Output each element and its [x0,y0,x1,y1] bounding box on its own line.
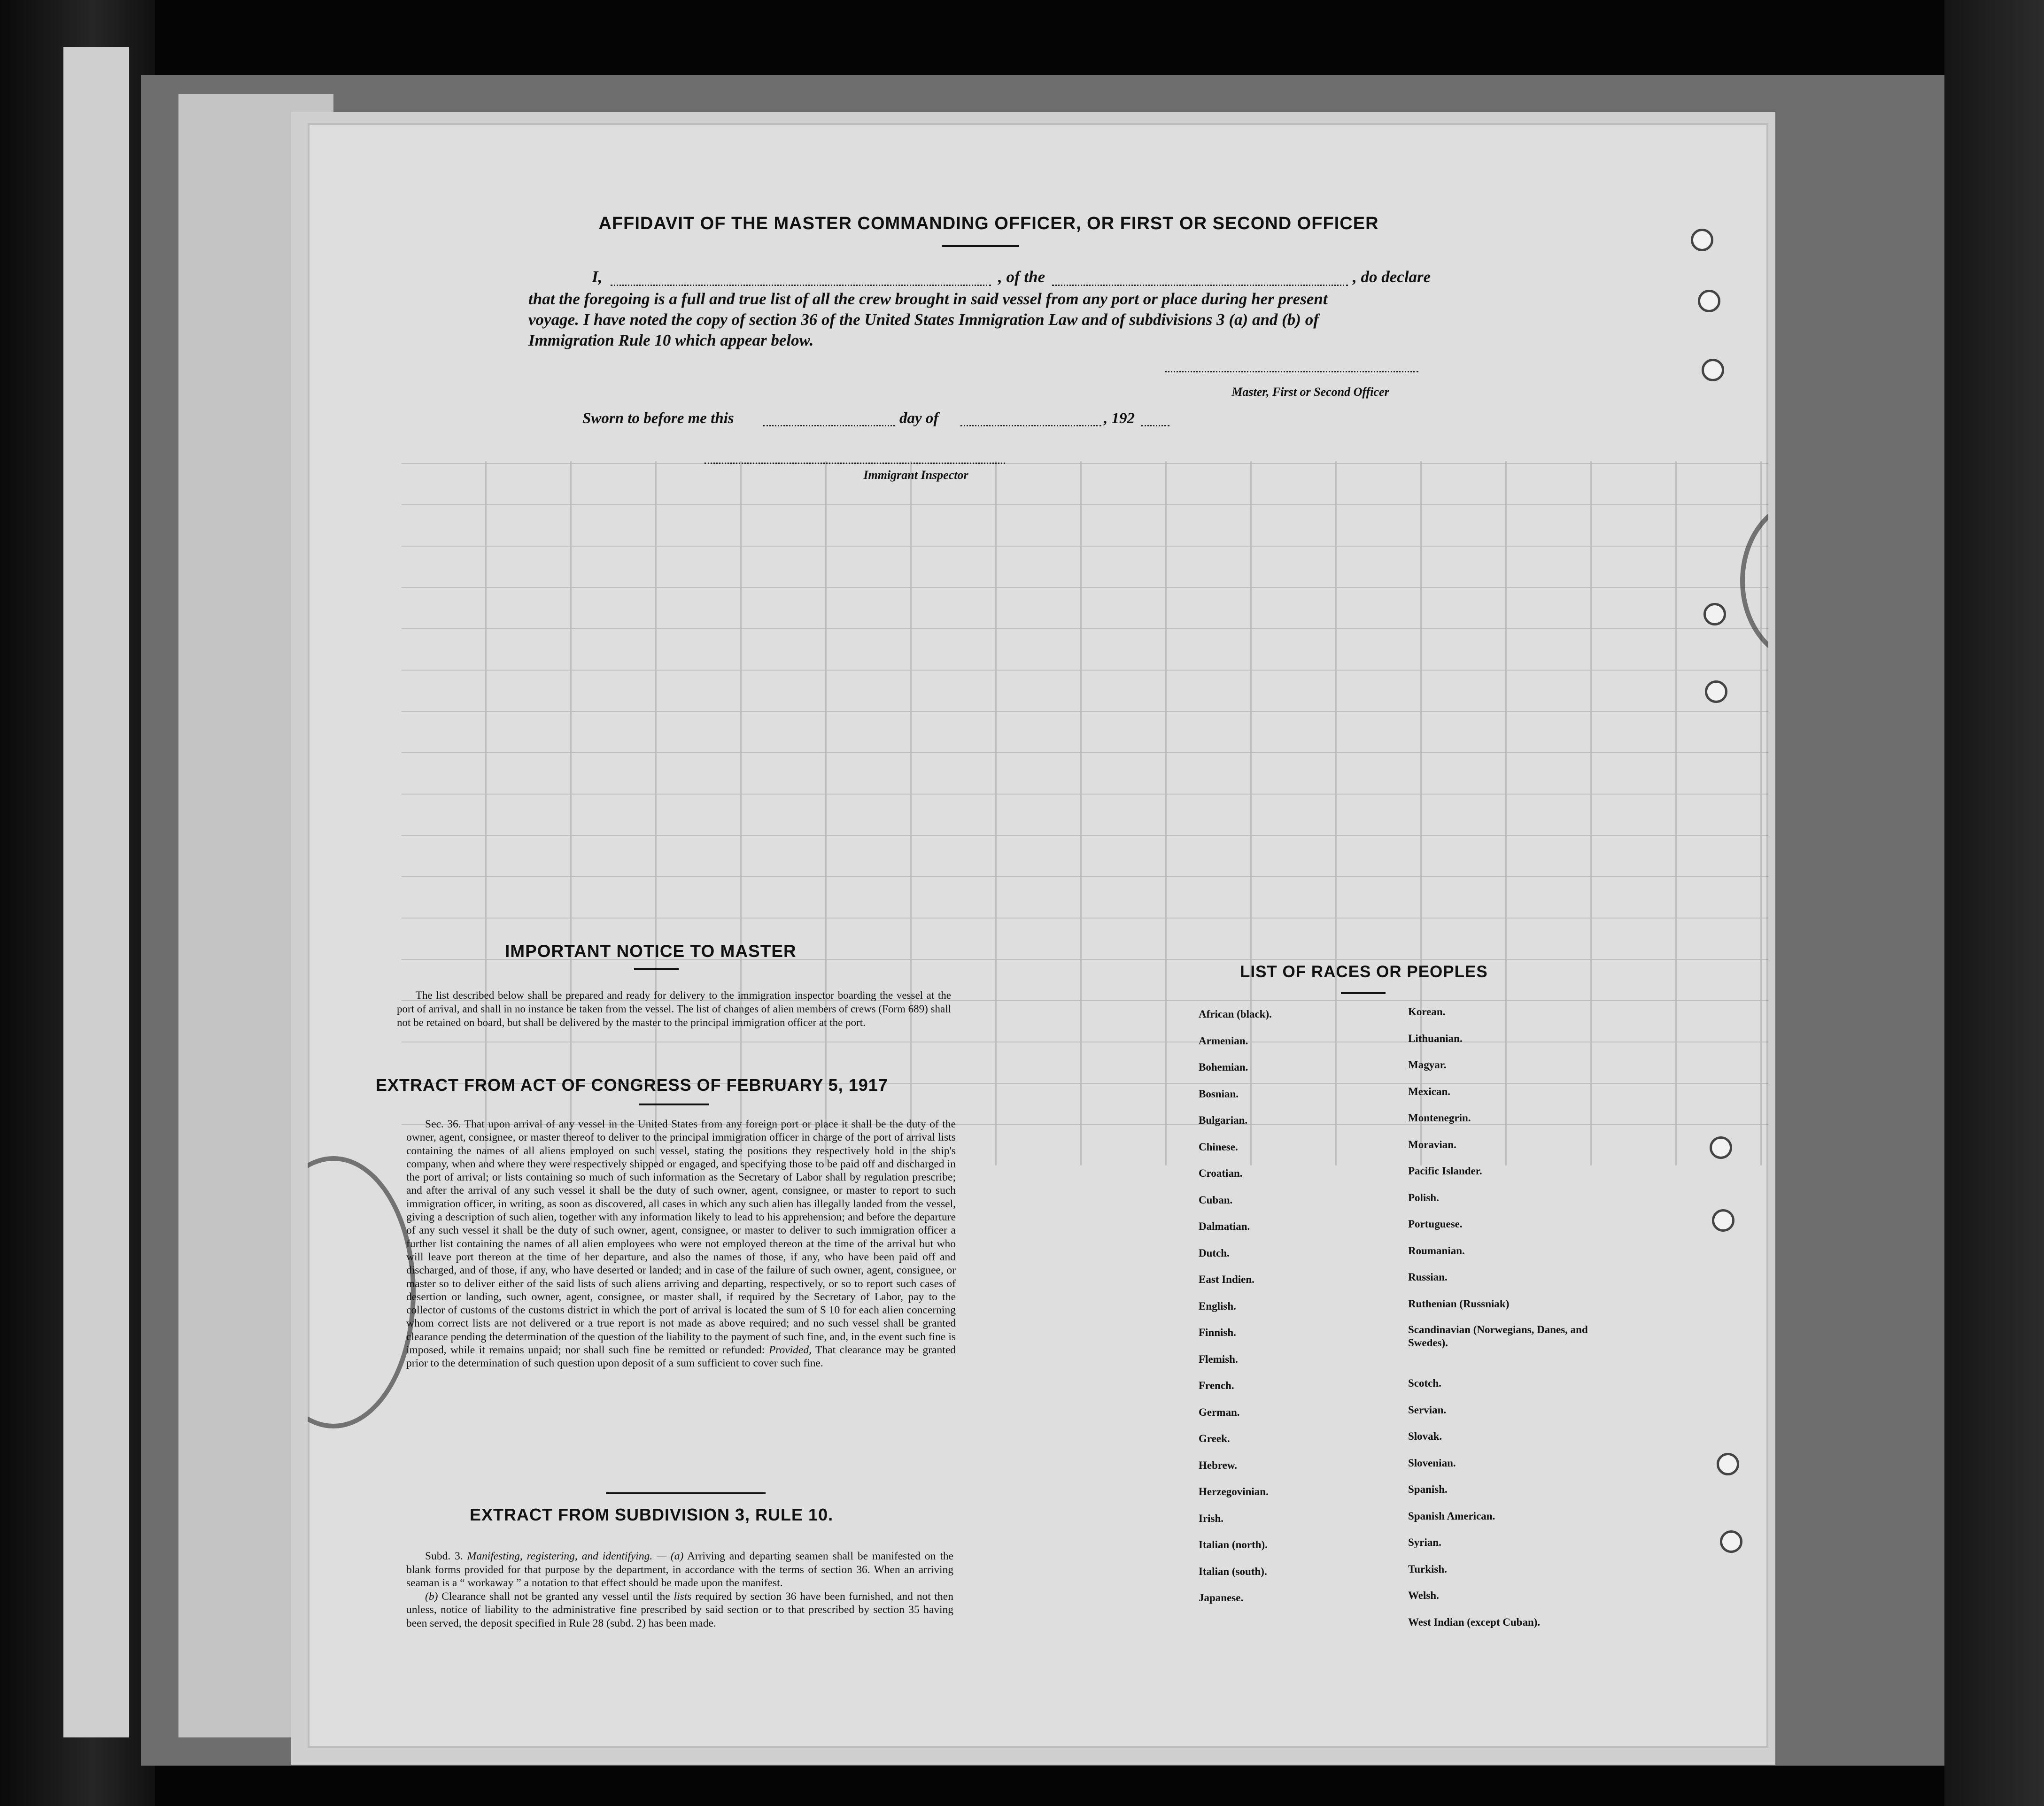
sworn-label: Sworn to before me this [582,410,734,427]
race-item: Roumanian. [1408,1244,1465,1257]
race-item: Moravian. [1408,1138,1456,1150]
race-item: Chinese. [1199,1141,1238,1153]
day-of-label: day of [899,410,939,427]
race-item: Pacific Islander. [1408,1165,1482,1177]
day-blank[interactable] [763,425,895,426]
punch-hole [1720,1530,1742,1553]
para-b-pre: Clearance shall not be granted any vessel until the [441,1590,670,1603]
race-item: African (black). [1199,1008,1272,1020]
race-item: Slovenian. [1408,1457,1456,1469]
para-b-lists: lists [674,1590,692,1603]
race-item: French. [1199,1380,1234,1391]
race-item: Servian. [1408,1404,1447,1416]
race-item: Welsh. [1408,1590,1439,1601]
month-blank[interactable] [960,425,1101,426]
affidavit-statement [528,289,1421,351]
race-item: Cuban. [1199,1194,1233,1206]
punch-hole [1705,680,1727,703]
affidavit-of-the: , of the [998,268,1045,286]
signature-blank[interactable] [1165,371,1418,372]
stacked-pages-edge [63,47,129,1737]
races-left-column [1199,1007,1368,1618]
race-item: West Indian (except Cuban). [1408,1616,1541,1628]
punch-hole [1712,1209,1734,1232]
races-title: LIST OF RACES OR PEOPLES [1240,963,1488,981]
race-item: German. [1199,1406,1240,1418]
race-item: Korean. [1408,1006,1446,1018]
year-blank[interactable] [1141,425,1169,426]
race-item: Mexican. [1408,1085,1451,1097]
para-b-post: required by section 36 have been furnished, and not then unless, notice of liability to the administrative fine prescribed by said section or to that prescribed by section 35 having been served, the deposit specified in Rule 28 (subd. 2) has been made. [406,1590,953,1629]
race-item: Italian (south). [1199,1565,1267,1577]
punch-hole [1717,1453,1739,1475]
race-item: Dutch. [1199,1247,1230,1259]
race-item: Portuguese. [1408,1218,1463,1230]
race-item: Flemish. [1199,1353,1238,1365]
subd-label: Subd. 3. [425,1550,463,1562]
race-item: Montenegrin. [1408,1112,1471,1124]
inspector-label: Immigrant Inspector [863,468,968,482]
extract-rule-text [406,1550,953,1630]
year-label: , 192 [1104,410,1135,427]
race-item: Polish. [1408,1191,1439,1204]
para-a-text: Arriving and departing seamen shall be manifested on the blank forms provided for that purpose by the department, in accordance with the terms of section 36. When an arriving seaman is a “ workaway ” a notation to that effect should be made upon the manifest. [406,1550,954,1589]
notice-rule [634,968,679,970]
race-item: Dalmatian. [1199,1220,1250,1232]
notice-paragraph: The list described below shall be prepared and ready for delivery to the immigration inspector boarding the vessel at the port of arrival, and shall in no instance be taken from the vessel. The list of changes of alien members of crews (Form 689) shall not be retained on board, but shall be delivered by the master to the principal immigration officer at the port. [397,989,951,1028]
affidavit-title: AFFIDAVIT OF THE MASTER COMMANDING OFFICER, OR FIRST OR SECOND OFFICER [598,214,1379,233]
extract-act-rule [639,1104,709,1105]
punch-hole [1703,603,1726,625]
race-item: Turkish. [1408,1563,1447,1575]
signature-label: Master, First or Second Officer [1231,385,1389,399]
binder-right-edge [1944,0,2044,1806]
section-label: Sec. 36. [425,1118,461,1130]
race-item: Slovak. [1408,1430,1442,1442]
punch-hole [1702,359,1724,381]
race-item-text: Scandinavian (Norwegians, Danes, and Swedes). [1408,1324,1588,1349]
race-item: Italian (north). [1199,1539,1268,1551]
race-item: Russian. [1408,1271,1448,1283]
races-right-column [1408,1005,1605,1642]
race-item: Ruthenian (Russniak) [1408,1297,1510,1310]
vessel-blank[interactable] [1052,285,1348,286]
extract-rule-top-rule [606,1492,766,1494]
scan-smudge [308,1156,416,1428]
race-item: Scotch. [1408,1377,1441,1389]
race-item: English. [1199,1300,1236,1312]
statement-line: Immigration Rule 10 which appear below. [528,331,814,349]
inspector-signature-blank[interactable] [705,463,1005,464]
section-text: That upon arrival of any vessel in the United States from any foreign port or place it shall be the duty of the owner, agent, consignee, or master thereof to deliver to the principal immigration officer in charge of the port of arrival lists containing the names of all aliens employed on such vessel, stating the positions they respectively hold in the ship's company, when and where they were respectively shipped or engaged, and specifying those to be paid off and discharged in the port of arrival; or lists containing so much of such information as the Secretary of Labor shall by regulation prescribe; and after the arrival of any such vessel it shall be the duty of such owner, agent, consignee, or master to report to such immigration officer, in writing, as soon as discovered, all cases in which any such alien has illegally landed from the vessel, giving a description of such alien, together with any information likely to lead to his apprehension; and before the departure of any such vessel it shall be the duty of such owner, agent, consignee, or master to deliver to such immigration officer a further list containing the names of all alien employees who were not employed thereon at the time of the arrival but who will leave port thereon at the time of her departure, and also the names of those, if any, who have been paid off and discharged, and of those, if any, who have deserted or landed; and in case of the failure of such owner, agent, consignee, or master so to deliver either of the said lists of such aliens arriving and departing, respectively, or so to report such cases of desertion or landing, such owner, agent, consignee, or master shall, if required by the Secretary of Labor, pay to the collector of customs of the customs district in which the port of arrival is located the sum of $ 10 for each alien concerning whom correct lists are not delivered or a true report is not made as above required; and no such vessel shall be granted clearance pending the determination of the question of the liability to the payment of such fine, and, in the event such fine is imposed, while it remains unpaid; nor shall such fine be remitted or refunded: [406,1118,956,1357]
race-item: Bosnian. [1199,1088,1239,1100]
race-item: Lithuanian. [1408,1032,1463,1044]
race-item: Bulgarian. [1199,1114,1248,1126]
para-a-marker: — (a) [657,1550,684,1562]
provided-word: Provided, [768,1344,812,1357]
extract-act-text [406,1118,956,1370]
races-rule [1341,992,1386,994]
race-item: Japanese. [1199,1592,1244,1604]
race-item: Greek. [1199,1433,1230,1444]
punch-hole [1698,290,1720,312]
statement-line: that the foregoing is a full and true list of all the crew brought in said vessel from any port or place during her present [528,290,1328,308]
extract-act-title: EXTRACT FROM ACT OF CONGRESS OF FEBRUARY 5, 1917 [376,1075,888,1095]
race-item: Magyar. [1408,1059,1447,1071]
extract-rule-title: EXTRACT FROM SUBDIVISION 3, RULE 10. [470,1505,834,1524]
race-item: Croatian. [1199,1167,1243,1179]
affidavit-i: I, [592,268,603,286]
race-item: Hebrew. [1199,1459,1237,1471]
punch-hole [1691,229,1713,251]
race-item: Spanish. [1408,1483,1448,1495]
section-text-end: That clearance may be granted prior to the determination of such question upon deposit of a sum sufficient to cover such fine. [406,1344,956,1370]
punch-hole [1710,1136,1732,1159]
race-item: Syrian. [1408,1536,1441,1548]
race-item [1408,1323,1605,1376]
race-item: East Indien. [1199,1273,1254,1285]
race-item: Armenian. [1199,1034,1248,1047]
statement-line: voyage. I have noted the copy of section 36 of the United States Immigration Law and of subdivisions 3 (a) and (b) of [528,310,1319,329]
subd-heading: Manifesting, registering, and identifying. [467,1550,653,1562]
notice-text [397,988,951,1029]
title-rule [942,245,1019,247]
para-b-marker: (b) [425,1590,438,1603]
race-item: Herzegovinian. [1199,1486,1269,1497]
race-item: Bohemian. [1199,1061,1248,1073]
notice-title: IMPORTANT NOTICE TO MASTER [505,942,797,961]
race-item: Spanish American. [1408,1510,1495,1522]
race-item: Irish. [1199,1512,1224,1524]
affidavit-do-declare: , do declare [1353,268,1431,286]
race-item: Finnish. [1199,1327,1236,1338]
name-blank[interactable] [611,285,991,286]
